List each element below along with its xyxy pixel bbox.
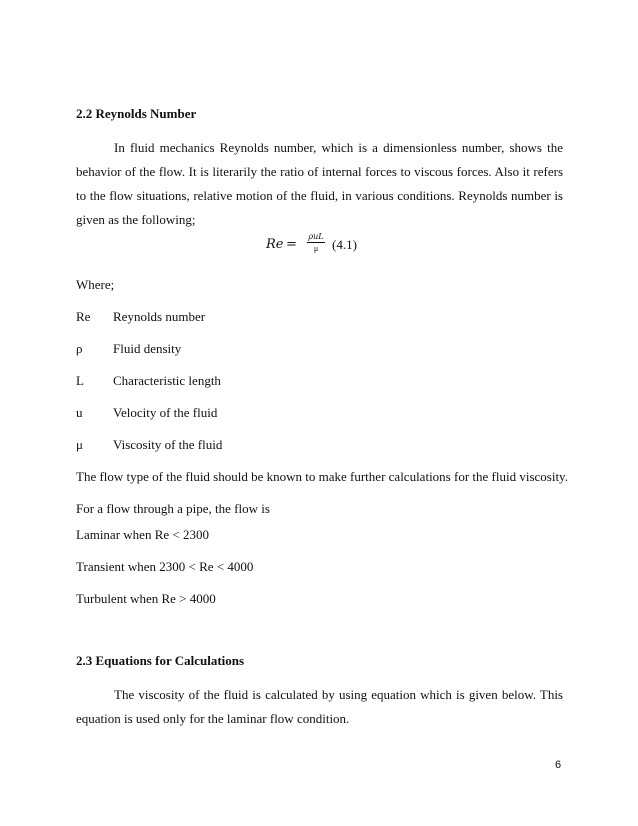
section-heading-equations-for-calculations: 2.3 Equations for Calculations (76, 653, 245, 668)
definition-description: Velocity of the fluid (113, 405, 218, 420)
equation-denominator: μ (313, 244, 319, 253)
equation-numerator: ρuL (308, 232, 324, 241)
equation-fraction (306, 231, 326, 254)
definition-symbol: u (76, 405, 83, 420)
where-label: Where; (76, 277, 115, 292)
definition-symbol: L (76, 373, 84, 388)
definition-description: Viscosity of the fluid (113, 437, 223, 452)
equation-number: (4.1) (332, 237, 357, 252)
definition-description: Characteristic length (113, 373, 221, 388)
definition-symbol: μ (76, 437, 83, 452)
definition-symbol: ρ (76, 341, 83, 356)
pipe-flow-intro: For a flow through a pipe, the flow is (76, 501, 270, 516)
flow-type-note: The flow type of the fluid should be known to make further calculations for the fluid viscosity. (76, 469, 568, 484)
equation-lhs: Re (266, 237, 284, 252)
section-heading-reynolds-number: 2.2 Reynolds Number (76, 106, 197, 121)
flow-regime-item: Turbulent when Re > 4000 (76, 591, 216, 606)
equation-equals-sign: = (286, 237, 297, 252)
definition-symbol: Re (76, 309, 91, 324)
page-number: 6 (555, 759, 562, 771)
equations-intro-paragraph: The viscosity of the fluid is calculated by using equation which is given below. This equation is used only for the laminar flow condition. (76, 687, 563, 726)
definition-description: Fluid density (113, 341, 182, 356)
definition-description: Reynolds number (113, 309, 206, 324)
reynolds-intro-paragraph: In fluid mechanics Reynolds number, which is a dimensionless number, shows the behavior of the flow. It is literarily the ratio of internal forces to viscous forces. Also it refers to the flow situations, relative motion of the fluid, in various conditions. Reynolds number is given as the following; (76, 140, 563, 227)
flow-regime-item: Laminar when Re < 2300 (76, 527, 209, 542)
flow-regime-item: Transient when 2300 < Re < 4000 (76, 559, 254, 574)
